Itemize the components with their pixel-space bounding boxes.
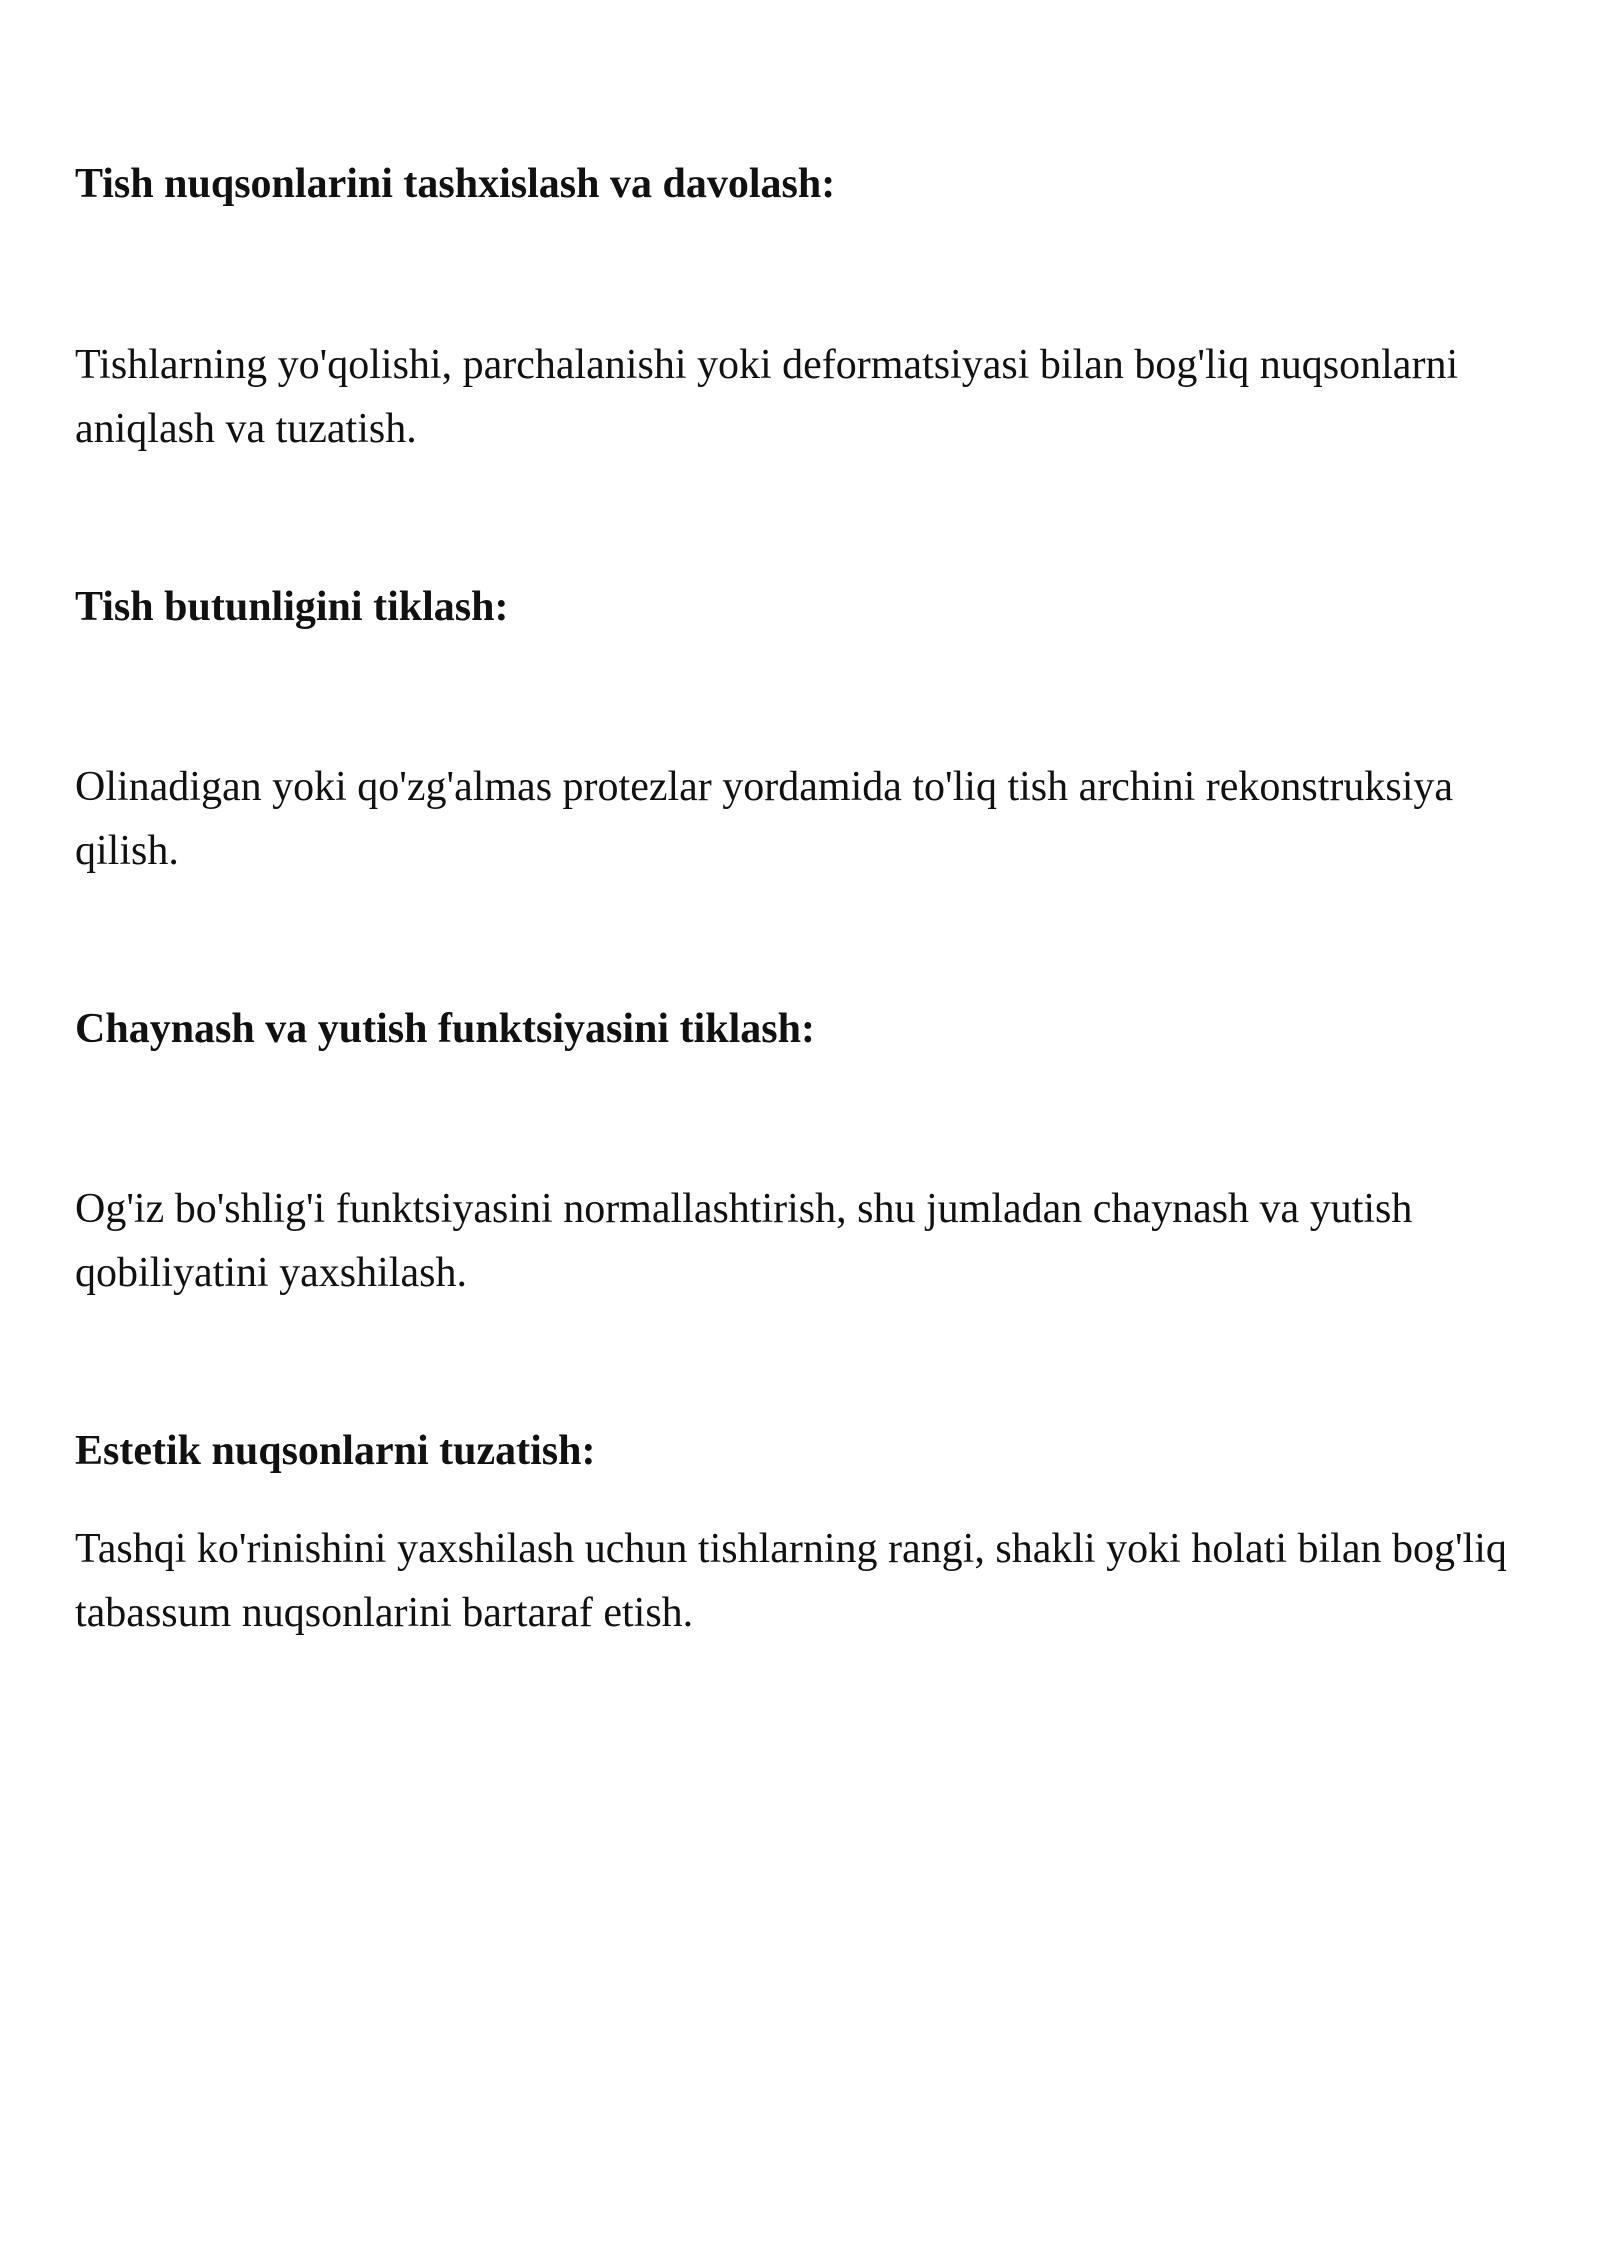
section-heading-restoration: Tish butunligini tiklash: — [75, 584, 509, 630]
section-heading-function: Chaynash va yutish funktsiyasini tiklash: — [75, 1006, 815, 1052]
section-heading-aesthetics: Estetik nuqsonlarni tuzatish: — [75, 1428, 596, 1474]
section-text-aesthetics: Tashqi ko'rinishini yaxshilash uchun tishlarning rangi, shakli yoki holati bilan bog'liq tabassum nuqsonlarini bartaraf etish. — [75, 1526, 1507, 1636]
section-text-diagnosis: Tishlarning yo'qolishi, parchalanishi yoki deformatsiyasi bilan bog'liq nuqsonlarni aniqlash va tuzatish. — [75, 342, 1459, 452]
section-text-function: Og'iz bo'shlig'i funktsiyasini normallashtirish, shu jumladan chaynash va yutish qobiliyatini yaxshilash. — [75, 1186, 1413, 1296]
section-text-restoration: Olinadigan yoki qo'zg'almas protezlar yordamida to'liq tish archini rekonstruksiya qilish. — [75, 764, 1454, 874]
section-heading-diagnosis: Tish nuqsonlarini tashxislash va davolash: — [75, 161, 836, 207]
